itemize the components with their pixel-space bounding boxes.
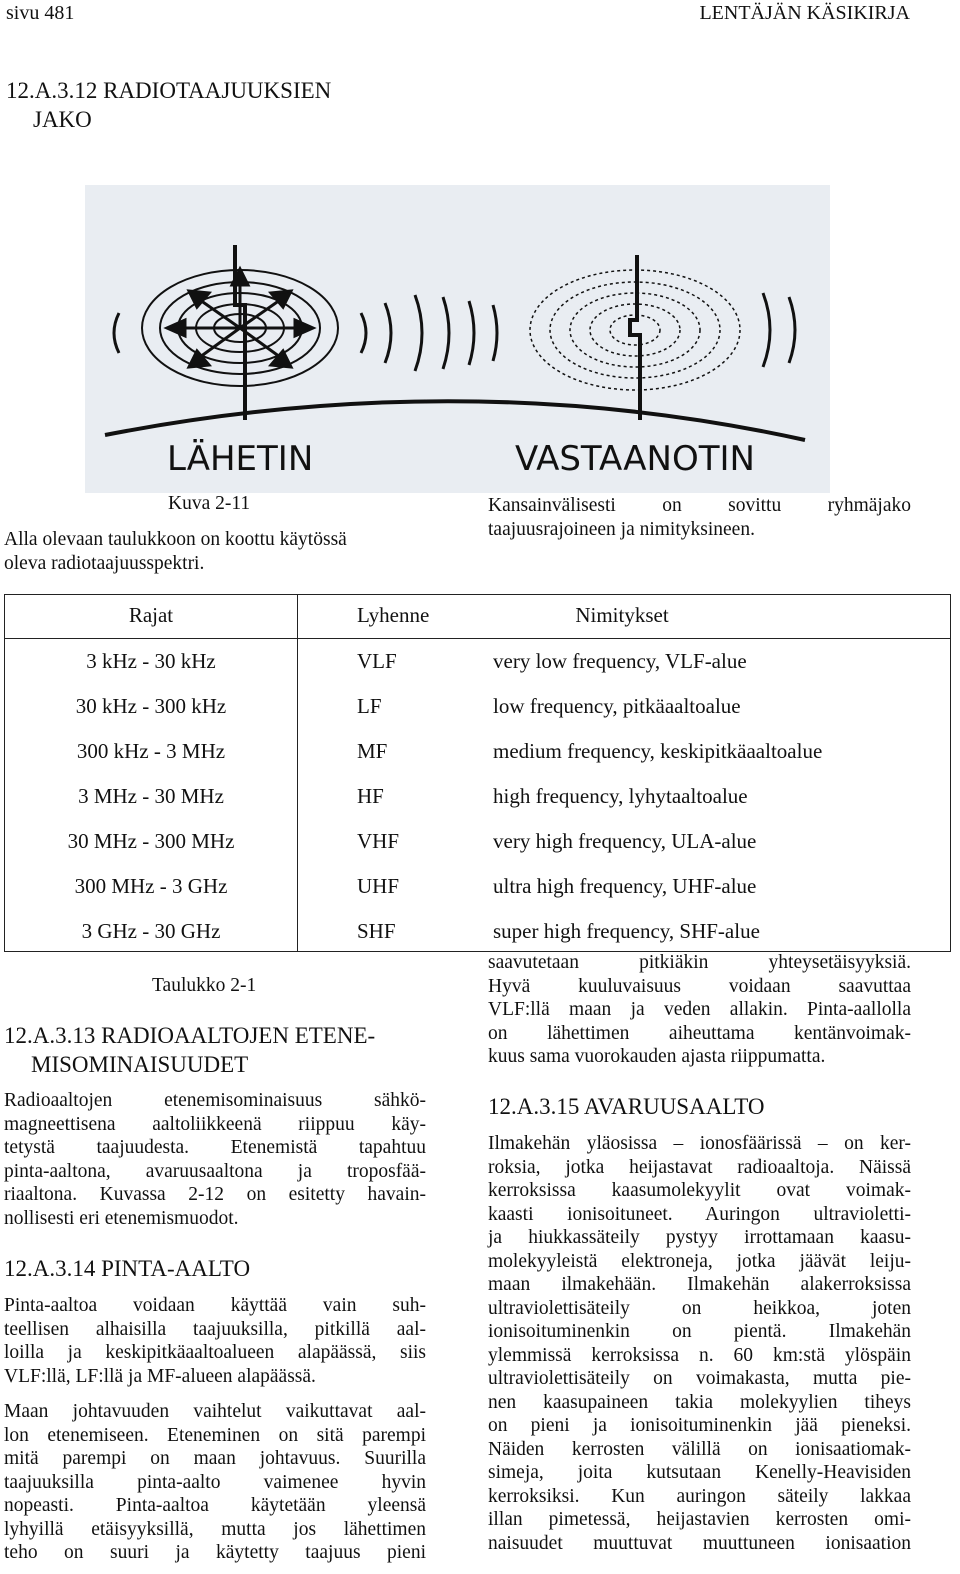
paragraph-line: Radioaaltojen etenemisominaisuus sähkö- xyxy=(4,1090,426,1111)
table-cell-name: medium frequency, keskipitkäaaltoalue xyxy=(493,739,823,763)
intro-right-text xyxy=(488,494,911,541)
table-cell-range: 3 kHz - 30 kHz xyxy=(86,649,216,673)
paragraph-line: Näiden kerrosten välillä on ionisaatiomak- xyxy=(488,1438,911,1460)
receiver-label: VASTAANOTIN xyxy=(515,439,755,479)
section-12-title-line2: JAKO xyxy=(33,107,92,132)
table-cell-abbrev: LF xyxy=(357,694,382,718)
paragraph-line: nopeasti. Pinta-aaltoa käytetään yleensä xyxy=(4,1495,426,1516)
figure-caption: Kuva 2-11 xyxy=(168,493,251,514)
table-cell-name: super high frequency, SHF-alue xyxy=(493,919,760,943)
paragraph-line: Pinta-aaltoa voidaan käyttää vain suh- xyxy=(4,1295,426,1316)
receiver-outer-arcs xyxy=(763,293,795,367)
paragraph-line: ylemmissä kerroksissa n. 60 km:stä ylöspäin xyxy=(488,1344,911,1366)
section-13-paragraph xyxy=(4,1089,426,1230)
paragraph-line: Ilmakehän yläosissa – ionosfäärissä – on ker- xyxy=(488,1133,911,1154)
paragraph-line: teellisen alhaisilla taajuuksilla, pitkillä aal- xyxy=(4,1318,426,1340)
radio-propagation-figure xyxy=(85,185,830,493)
paragraph-line: kuus sama vuorokauden ajasta riippumatta. xyxy=(488,1046,826,1067)
paragraph-line: kerroksissa kaasumolekyylit ovat voimak- xyxy=(488,1180,911,1201)
table-cell-name: high frequency, lyhytaaltoalue xyxy=(493,784,748,808)
table-cell-name: very low frequency, VLF-alue xyxy=(493,649,747,673)
table-cell-name: very high frequency, ULA-alue xyxy=(493,829,757,853)
section-12-title xyxy=(6,76,331,134)
paragraph-line: simeja, joita kutsutaan Kenelly-Heavisiden xyxy=(488,1462,911,1483)
table-column-divider xyxy=(297,595,298,951)
page-number: sivu 481 xyxy=(6,2,75,24)
book-title: LENTÄJÄN KÄSIKIRJA xyxy=(699,2,910,24)
section-13-title-line1: 12.A.3.13 RADIOAALTOJEN ETENE- xyxy=(4,1023,376,1048)
transmitter-label: LÄHETIN xyxy=(167,439,314,479)
section-13-title-line2: MISOMINAISUUDET xyxy=(31,1052,249,1077)
figure-drawing xyxy=(85,185,830,493)
section-15-title: 12.A.3.15 AVARUUSAALTO xyxy=(488,1094,765,1119)
table-cell-abbrev: SHF xyxy=(357,919,396,943)
paragraph-line: nen kaasupaineen takia molekyylien tiheys xyxy=(488,1391,911,1413)
paragraph-line: VLF:llä maan ja veden allakin. Pinta-aallolla xyxy=(488,999,911,1020)
paragraph-line: ultraviolettisäteily on voimakasta, mutta pie- xyxy=(488,1368,911,1389)
table-cell-range: 30 kHz - 300 kHz xyxy=(75,694,227,718)
table-caption: Taulukko 2-1 xyxy=(152,975,257,996)
table-cell-range: 300 MHz - 3 GHz xyxy=(74,874,228,898)
paragraph-line: magneettisena aaltoliikkeenä riippuu käy- xyxy=(4,1113,426,1135)
paragraph-line: molekyyleistä elektroneja, jotka jäävät leiju- xyxy=(488,1250,911,1272)
intro-left-text xyxy=(4,528,428,575)
intro-left-line: Alla olevaan taulukkoon on koottu käytössä xyxy=(4,529,347,550)
table-cell-abbrev: HF xyxy=(357,784,384,808)
paragraph-line: ionisoituminenkin on pientä. Ilmakehän xyxy=(488,1321,911,1342)
frequency-table xyxy=(4,594,951,952)
outgoing-wave-arcs xyxy=(114,295,497,371)
paragraph-line: VLF:llä, LF:llä ja MF-alueen alapäässä. xyxy=(4,1365,316,1387)
paragraph-line: naisuudet muuttuvat muuttuneen ionisaation xyxy=(488,1532,911,1554)
table-cell-name: low frequency, pitkäaaltoalue xyxy=(493,694,741,718)
section-14-title: 12.A.3.14 PINTA-AALTO xyxy=(4,1256,251,1281)
intro-left-line: oleva radiotaajuusspektri. xyxy=(4,552,205,574)
paragraph-line: lon etenemiseen. Eteneminen on sitä parempi xyxy=(4,1424,426,1446)
paragraph-line: tetystä taajuudesta. Etenemistä tapahtuu xyxy=(4,1137,426,1158)
section-14-paragraph-1 xyxy=(4,1294,426,1388)
table-cell-range: 3 MHz - 30 MHz xyxy=(78,784,224,808)
paragraph-line: ultraviolettisäteily on heikkoa, joten xyxy=(488,1297,911,1319)
paragraph-line: pinta-aaltona, avaruusaaltona ja troposfää- xyxy=(4,1160,426,1182)
section-13-title xyxy=(4,1021,375,1079)
paragraph-line: taajuuksilla pinta-aalto vaimenee hyvin xyxy=(4,1471,426,1493)
paragraph-line: maan ilmakehään. Ilmakehän alakerroksissa xyxy=(488,1274,911,1295)
section-12-title-line1: 12.A.3.12 RADIOTAAJUUKSIEN xyxy=(6,78,332,103)
table-header-divider xyxy=(5,638,950,639)
table-header-limits: Rajat xyxy=(128,603,174,627)
paragraph-line: kerroksiksi. Kun auringon säteily lakkaa xyxy=(488,1485,911,1507)
paragraph-line: loilla ja keskipitkäaaltoalueen alapäässä, siis xyxy=(4,1342,426,1363)
paragraph-line: lyhyillä etäisyyksillä, mutta jos lähettimen xyxy=(4,1518,426,1540)
pinta-aalto-continued xyxy=(488,951,911,1069)
table-cell-range: 3 GHz - 30 GHz xyxy=(81,919,221,943)
table-header-abbrev: Lyhenne xyxy=(357,603,430,627)
table-cell-abbrev: UHF xyxy=(357,874,400,898)
paragraph-line: on pieni ja ionisoituminenkin jää pieneksi. xyxy=(488,1415,911,1436)
paragraph-line: Hyvä kuuluvaisuus voidaan saavuttaa xyxy=(488,975,911,997)
section-15-paragraph xyxy=(488,1132,911,1555)
table-cell-abbrev: MF xyxy=(357,739,388,763)
section-14-paragraph-2 xyxy=(4,1400,426,1565)
paragraph-line: mitä parempi on maan johtavuus. Suurilla xyxy=(4,1448,426,1469)
intro-right-line: Kansainvälisesti on sovittu ryhmäjako xyxy=(488,495,911,516)
table-cell-abbrev: VLF xyxy=(357,649,397,673)
paragraph-line: riaaltona. Kuvassa 2-12 on esitetty havain- xyxy=(4,1184,426,1205)
earth-surface-curve xyxy=(105,401,805,440)
paragraph-line: kaasti ionisoituneet. Auringon ultravioletti- xyxy=(488,1203,911,1225)
paragraph-line: teho on suuri ja käytetty taajuus pieni xyxy=(4,1542,426,1563)
paragraph-line: ja hiukkassäteily pystyy irrottamaan kaasu- xyxy=(488,1227,911,1248)
paragraph-line: roksia, jotka heijastavat radioaaltoja. Näissä xyxy=(488,1156,911,1178)
table-header-names: Nimitykset xyxy=(575,603,669,627)
table-cell-range: 30 MHz - 300 MHz xyxy=(67,829,235,853)
paragraph-line: illan pimetessä, heijastavien kerrosten omi- xyxy=(488,1509,911,1530)
paragraph-line: on lähettimen aiheuttama kentänvoimak- xyxy=(488,1022,911,1044)
paragraph-line: Maan johtavuuden vaihtelut vaikuttavat aal- xyxy=(4,1401,426,1422)
table-cell-name: ultra high frequency, UHF-alue xyxy=(493,874,757,898)
table-cell-range: 300 kHz - 3 MHz xyxy=(76,739,226,763)
intro-right-line: taajuusrajoineen ja nimityksineen. xyxy=(488,518,755,540)
paragraph-line: nollisesti eri etenemismuodot. xyxy=(4,1207,239,1229)
paragraph-line: saavutetaan pitkiäkin yhteysetäisyyksiä. xyxy=(488,952,911,973)
table-cell-abbrev: VHF xyxy=(357,829,400,853)
receiver-antenna xyxy=(630,255,640,420)
